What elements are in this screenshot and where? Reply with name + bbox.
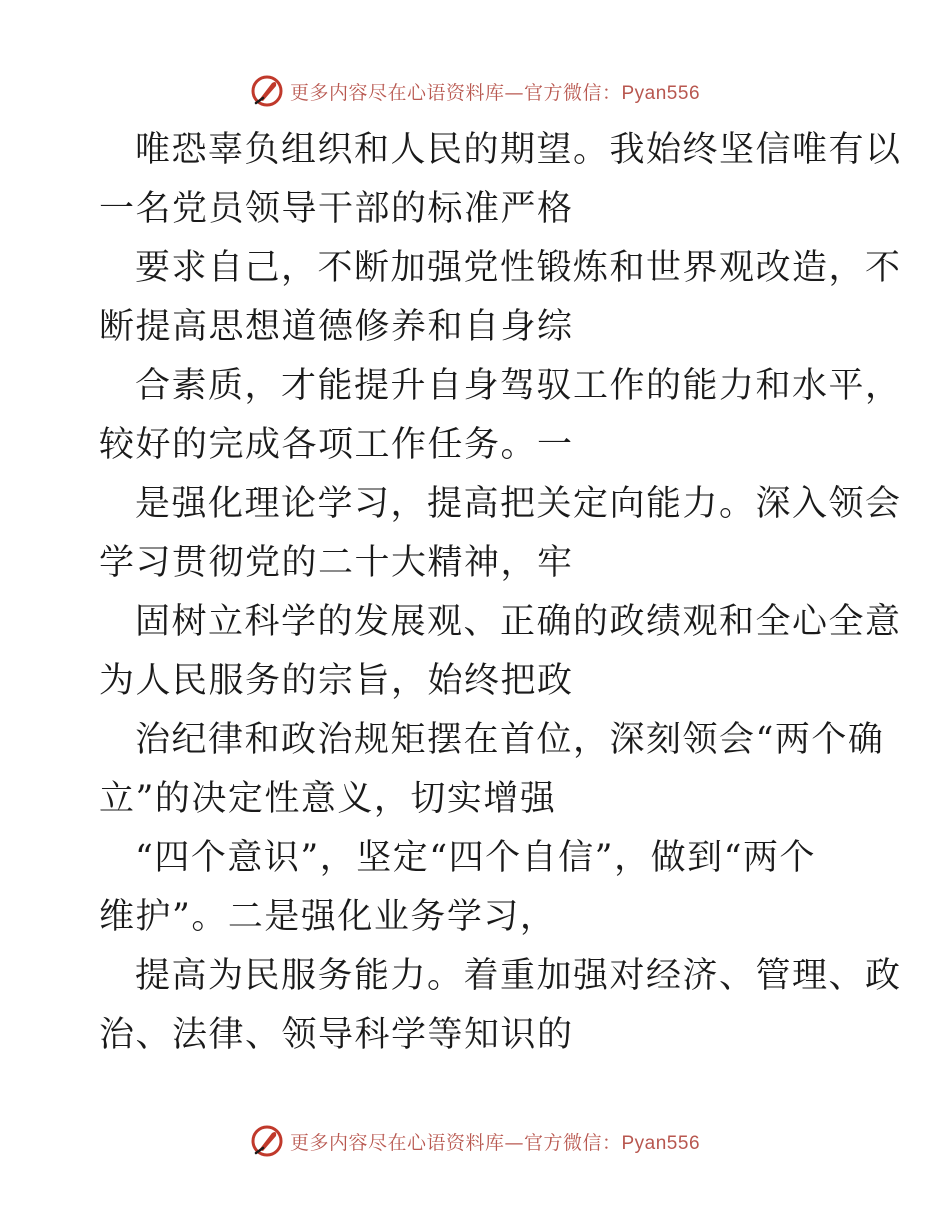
text-line: 立”的决定性意义，切实增强 [99, 779, 557, 819]
text-line: 治纪律和政治规矩摆在首位，深刻领会“两个确 [135, 720, 885, 760]
wechat-id: Pyan556 [621, 82, 701, 104]
text-line: 学习贯彻党的二十大精神，牢 [99, 543, 574, 583]
text-line: 较好的完成各项工作任务。一 [99, 425, 574, 465]
text-line: 治、法律、领导科学等知识的 [99, 1015, 574, 1055]
text-line: 为人民服务的宗旨，始终把政 [99, 661, 574, 701]
text-line: 是强化理论学习，提高把关定向能力。深入领会 [135, 484, 902, 524]
wechat-id: Pyan556 [621, 1132, 701, 1154]
text-line: 断提高思想道德修养和自身综 [99, 307, 574, 347]
text-line: 固树立科学的发展观、正确的政绩观和全心全意 [135, 602, 902, 642]
document-body [99, 121, 902, 1065]
text-line: 唯恐辜负组织和人民的期望。我始终坚信唯有以 [135, 130, 902, 170]
text-line: 合素质，才能提升自身驾驭工作的能力和水平， [135, 366, 902, 406]
footer-watermark [0, 1121, 950, 1161]
text-line: 维护”。二是强化业务学习， [99, 897, 557, 937]
header-watermark [0, 71, 950, 111]
watermark-text: 更多内容尽在心语资料库—官方微信：Pyan556 [289, 81, 701, 104]
quill-pen-circle-icon [250, 74, 284, 108]
quill-pen-circle-icon [250, 1124, 284, 1158]
text-line: 要求自己，不断加强党性锻炼和世界观改造，不 [135, 248, 902, 288]
text-line: 一名党员领导干部的标准严格 [99, 189, 574, 229]
text-line: 提高为民服务能力。着重加强对经济、管理、政 [135, 956, 902, 996]
watermark-text: 更多内容尽在心语资料库—官方微信：Pyan556 [289, 1131, 701, 1154]
text-line: “四个意识”，坚定“四个自信”，做到“两个 [135, 838, 816, 878]
